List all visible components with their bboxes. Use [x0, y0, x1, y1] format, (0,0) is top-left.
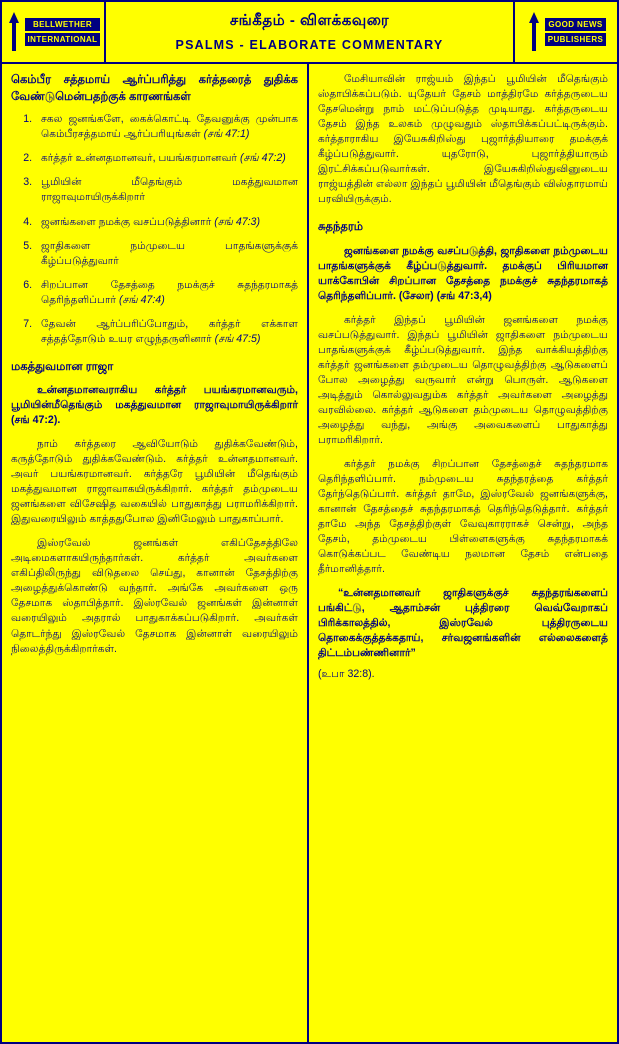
scripture-quote: “உன்னதமானவர் ஜாதிகளுக்குச் சுதந்தரங்களைப் பங்கிட்டு, ஆதாம்சன் புத்திரரை வெவ்வேறாகப் பிரிக்காலத்தில், இஸ்ரவேல் புத்திரருடைய தொகைக்குத்தக்கதாய், சர்வஜனங்களின் எல்லைகளைத் திட்டம்பண்ணினார்” [318, 587, 608, 660]
list-item [35, 215, 298, 230]
scripture-quote-reference: (உபா 32:8). [318, 668, 375, 681]
reasons-list [11, 112, 298, 346]
page-title-english: PSALMS - ELABORATE COMMENTARY [175, 38, 444, 52]
list-item-text: தேவன் ஆர்ப்பரிப்போதும், கர்த்தர் எக்காள சத்தத்தோடும் உயர எழுந்தருளினார் [41, 317, 298, 345]
torch-icon [6, 12, 22, 52]
verse-reference: (சங் 47:2) [240, 152, 286, 165]
left-bold-paragraph: உன்னதமானவராகிய கர்த்தர் பயங்கரமானவரும், பூமியின்மீதெங்கும் மகத்துவமான ராஜாவுமாயிருக்கிறார் (சங் 47:2). [11, 384, 298, 427]
left-column-heading: கெம்பீர சத்தமாய் ஆர்ப்பரித்து கர்த்தரைத் துதிக்க வேண்டுமென்பதற்குக் காரணங்கள் [11, 74, 298, 103]
list-item [35, 151, 298, 166]
right-paragraph-2: கர்த்தர் இந்தப் பூமியின் ஜனங்களை நமக்கு வசப்படுத்துவார். இந்தப் பூமியின் ஜாதிகளை நம்முடைய பாதங்களுக்குக் கீழ்ப்படுத்துவார். இந்த வாக்கியத்திற்கு கர்த்தர் ஜனங்களை தம்முடைய தொழுவத்திற்கு ஆடுகளைப் போல அழைத்து வருவார் என்று பொருள். ஆடுகளை அடித்தும் கொல்லுவதும்க கர்த்தர் அவர்களை அழைத்து வரவில்லை. கர்த்தர் ஆடுகளை தம்முடைய தொழுவத்திற்கு அழைத்து வந்து, அங்கு அவைகளைப் பாதுகாத்து பராமரிகிறார். [318, 313, 608, 446]
verse-reference: (சங் 47:3) [214, 215, 260, 228]
bellwether-logo [2, 2, 106, 62]
list-item-text: ஜாதிகளை நம்முடைய பாதங்களுக்குக் கீழ்ப்படுத்துவார் [41, 239, 298, 267]
right-paragraph-3: கர்த்தர் நமக்கு சிறப்பான தேசத்தைச் சுதந்தரமாக தெரிந்தளிப்பார். நம்முடைய சுதந்தரத்தை கர்த்தர் தேர்ந்தெடுப்பார். கர்த்தர் தாமே, இஸ்ரவேல் ஜனங்களுக்கு, கானான் தேசத்தைச் சுதந்தரமாகத் தெரிந்தெடுத்தார். கர்த்தர் தாமே அந்த தேசத்திற்குள் வேவுகாரராகச் சென்று, அந்த தேசம், தம்முடைய பிள்ளைகளுக்கு சுதந்தரமாகக் கொடுக்கப்பட வேண்டிய நலமான தேசம் என்பதை தீர்மானித்தார். [318, 458, 608, 576]
list-item [35, 317, 298, 347]
page-title [106, 2, 513, 62]
verse-reference: (சங் 47:1) [203, 128, 250, 141]
left-paragraph-2: நாம் கர்த்தரை ஆவியோடும் துதிக்கவேண்டும், கருத்தோடும் துதிக்கவேண்டும். கர்த்தர் உன்னதமானவர். அவர் பயங்கரமானவர். கர்த்தரே பூமியின் மீதெங்கும் மகத்துவமான ராஜாவாகயிருக்கிறார். கர்த்தர் தம்முடைய ஜனங்களை விசேஷித வகையில் பாதுகாத்து பராமரிக்கிறார். இதுவரையிலும் காத்ததுபோல இனிமேலும் பாதுகாப்பார். [11, 438, 298, 526]
list-item [35, 239, 298, 269]
left-column [2, 64, 309, 1042]
page-header [2, 2, 617, 64]
verse-reference: (சங் 47:5) [214, 332, 261, 345]
list-item-text: கர்த்தர் உன்னதமானவர், பயங்கரமானவர் [41, 152, 238, 165]
bellwether-logo-line2: INTERNATIONAL [25, 33, 101, 46]
publisher-logo [513, 2, 617, 62]
left-subheading: மகத்துவமான ராஜா [11, 360, 114, 373]
right-bold-paragraph: ஜனங்களை நமக்கு வசப்படுத்தி, ஜாதிகளை நம்முடைய பாதங்களுக்குக் கீழ்ப்படுத்துவார். தமக்குப் பிரியமான யாக்கோபின் சிறப்பான தேசத்தை நமக்குச் சுதந்தரமாகத் தெரிந்தளிப்பார். (சேலா) (சங் 47:3,4) [318, 244, 608, 302]
list-item-text: பூமியின் மீதெங்கும் மகத்துவமான ராஜாவுமாயிருக்கிறார் [41, 176, 298, 204]
list-item [35, 175, 298, 205]
publisher-logo-line1: GOOD NEWS [545, 18, 607, 31]
left-paragraph-3: இஸ்ரவேல் ஜனங்கள் எகிப்தேசத்திலே அடிமைகளாகயிருந்தார்கள். கர்த்தர் அவர்களை எகிப்திலிருந்து விடுதலை செய்து, கானான் தேசத்திற்கு அழைத்துக்கொண்டு வந்தார். அங்கே அவர்களை ஒரு தேசமாக ஸ்தாபித்தார். இஸ்ரவேல் ஜனங்கள் இன்னாள் வரையிலும் அதரால் பாதுகாக்கப்படுகிறார். அவர்கள் தொடர்ந்து இஸ்ரவேல் தேசமாக இன்னாள் வரையிலும் நிலைத்திருக்கிறார்கள். [11, 537, 298, 655]
list-item-text: சிறப்பான தேசத்தை நமக்குச் சுதந்தரமாகத் தெரிந்தளிப்பார் [41, 278, 298, 306]
list-item-text: சகல ஜனங்களே, கைக்கொட்டி தேவனுக்கு முன்பாக கெம்பீரசத்தமாய் ஆர்ப்பரியுங்கள் [41, 113, 298, 141]
content-columns [2, 64, 617, 1042]
bellwether-logo-line1: BELLWETHER [25, 18, 101, 31]
right-subheading: சுதந்தரம் [318, 221, 364, 234]
publisher-logo-line2: PUBLISHERS [545, 33, 607, 46]
list-item [35, 278, 298, 308]
list-item-text: ஜனங்களை நமக்கு வசப்படுத்தினார் [41, 215, 212, 228]
verse-reference: (சங் 47:4) [118, 293, 165, 306]
list-item [35, 112, 298, 142]
page-title-tamil: சங்கீதம் - விளக்கவுரை [229, 12, 390, 29]
right-column [309, 64, 617, 1042]
right-paragraph-1: மேசியாவின் ராஜ்யம் இந்தப் பூமியின் மீதெங்கும் ஸ்தாபிக்கப்படும். யுதேயர் தேசம் மாத்திரமே கர்த்தருடைய தேசமென்று நாம் மட்டுப்படுத்த முடியாது. கர்த்தருடைய தேசம் இந்த உலகம் முழுவதும் ஸ்தாபிக்கப்பட்டிருக்கும். கர்த்தாராகிய இயேசுகிறிஸ்து புஜார்த்தியாரை தமக்குக் கீழ்ப்படுத்துவார். யுதரோடு, புஜார்த்தியாரும் இரட்சிக்கப்படுவார்கள். இயேசுகிறிஸ்துவினுடைய ராஜ்யத்தின் எல்லா இந்தப் பூமியின் மீதெங்கும் விஸ்தாரமாய் பரவியிருக்கும். [318, 73, 608, 206]
torch-icon [526, 12, 542, 52]
